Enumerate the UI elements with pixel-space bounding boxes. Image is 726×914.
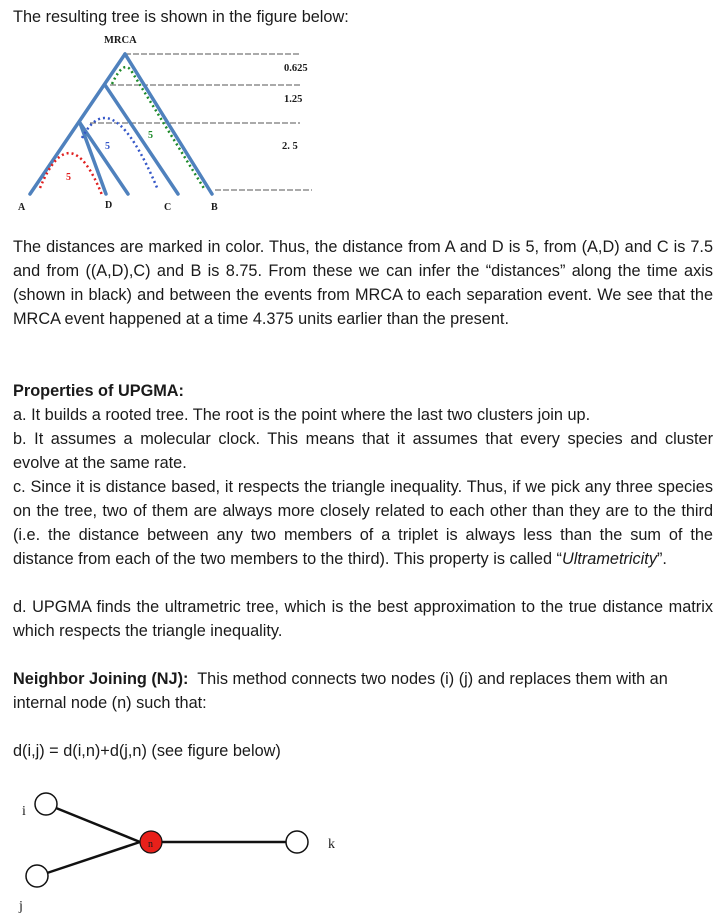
nj-edges — [47, 808, 286, 873]
label-k: k — [328, 837, 335, 852]
leaf-b: B — [211, 202, 218, 213]
nj-text: This method connects two nodes (i) (j) and replaces them with an internal node (n) such that: — [13, 670, 673, 712]
nj-heading: Neighbor Joining (NJ): — [13, 670, 189, 688]
branch-root-b — [125, 54, 212, 194]
time-lines — [90, 54, 312, 190]
upgma-heading — [13, 379, 713, 403]
nj-paragraph — [13, 667, 713, 715]
upgma-property-c-end: ”. — [656, 550, 667, 568]
upgma-property-b: b. It assumes a molecular clock. This means that it assumes that every species and cluster evolve at the same rate. — [13, 430, 713, 472]
nj-figure — [0, 778, 360, 914]
distance-label-adc: 5 — [105, 141, 110, 152]
time-label-25: 2. 5 — [282, 141, 298, 152]
mrca-label: MRCA — [104, 35, 137, 46]
distance-arc-adcb — [112, 67, 205, 190]
tree-branches — [30, 54, 212, 194]
nj-formula: d(i,j) = d(i,n)+d(j,n) (see figure below) — [13, 742, 281, 760]
upgma-property-c-text: c. Since it is distance based, it respects the triangle inequality. Thus, if we pick any three species on the tree, two of them are always more closely related to each other than they are to the third (i.e. the distance between any two members of a triplet is always less than the sum of the distance from each of the two members to the third). This property is called “ — [13, 478, 713, 568]
leaf-c: C — [164, 202, 172, 213]
node-i — [35, 793, 57, 815]
edge-j-n — [47, 842, 140, 873]
leaf-a: A — [18, 202, 26, 213]
label-n: n — [148, 839, 153, 850]
time-label-125: 1.25 — [284, 94, 303, 105]
label-j: j — [19, 899, 23, 914]
distances-paragraph: The distances are marked in color. Thus, the distance from A and D is 5, from (A,D) and C is 7.5 and from ((A,D),C) and B is 8.75. From these we can infer the “distances” along the time axis (shown in black) and between the events from MRCA to each separation event. We see that the MRCA event happened at a time 4.375 units earlier than the present. — [13, 238, 713, 328]
upgma-tree-figure — [0, 30, 330, 215]
upgma-heading-text: Properties of UPGMA: — [13, 382, 184, 400]
upgma-property-c — [13, 475, 713, 571]
leaf-d: D — [105, 200, 113, 211]
intro-text: The resulting tree is shown in the figure below: — [13, 8, 349, 26]
node-k — [286, 831, 308, 853]
label-i: i — [22, 804, 26, 819]
time-label-0625: 0.625 — [284, 63, 308, 74]
edge-i-n — [56, 808, 140, 842]
node-j — [26, 865, 48, 887]
upgma-property-d: d. UPGMA finds the ultrametric tree, which is the best approximation to the true distance matrix which respects the triangle inequality. — [13, 598, 713, 640]
upgma-property-a: a. It builds a rooted tree. The root is the point where the last two clusters join up. — [13, 406, 591, 424]
distance-label-adcb: 5 — [148, 130, 153, 141]
branch-d-left — [80, 123, 128, 194]
distance-label-ad: 5 — [66, 172, 71, 183]
branch-root-left — [30, 54, 125, 194]
ultrametricity-term: Ultrametricity — [561, 550, 657, 568]
